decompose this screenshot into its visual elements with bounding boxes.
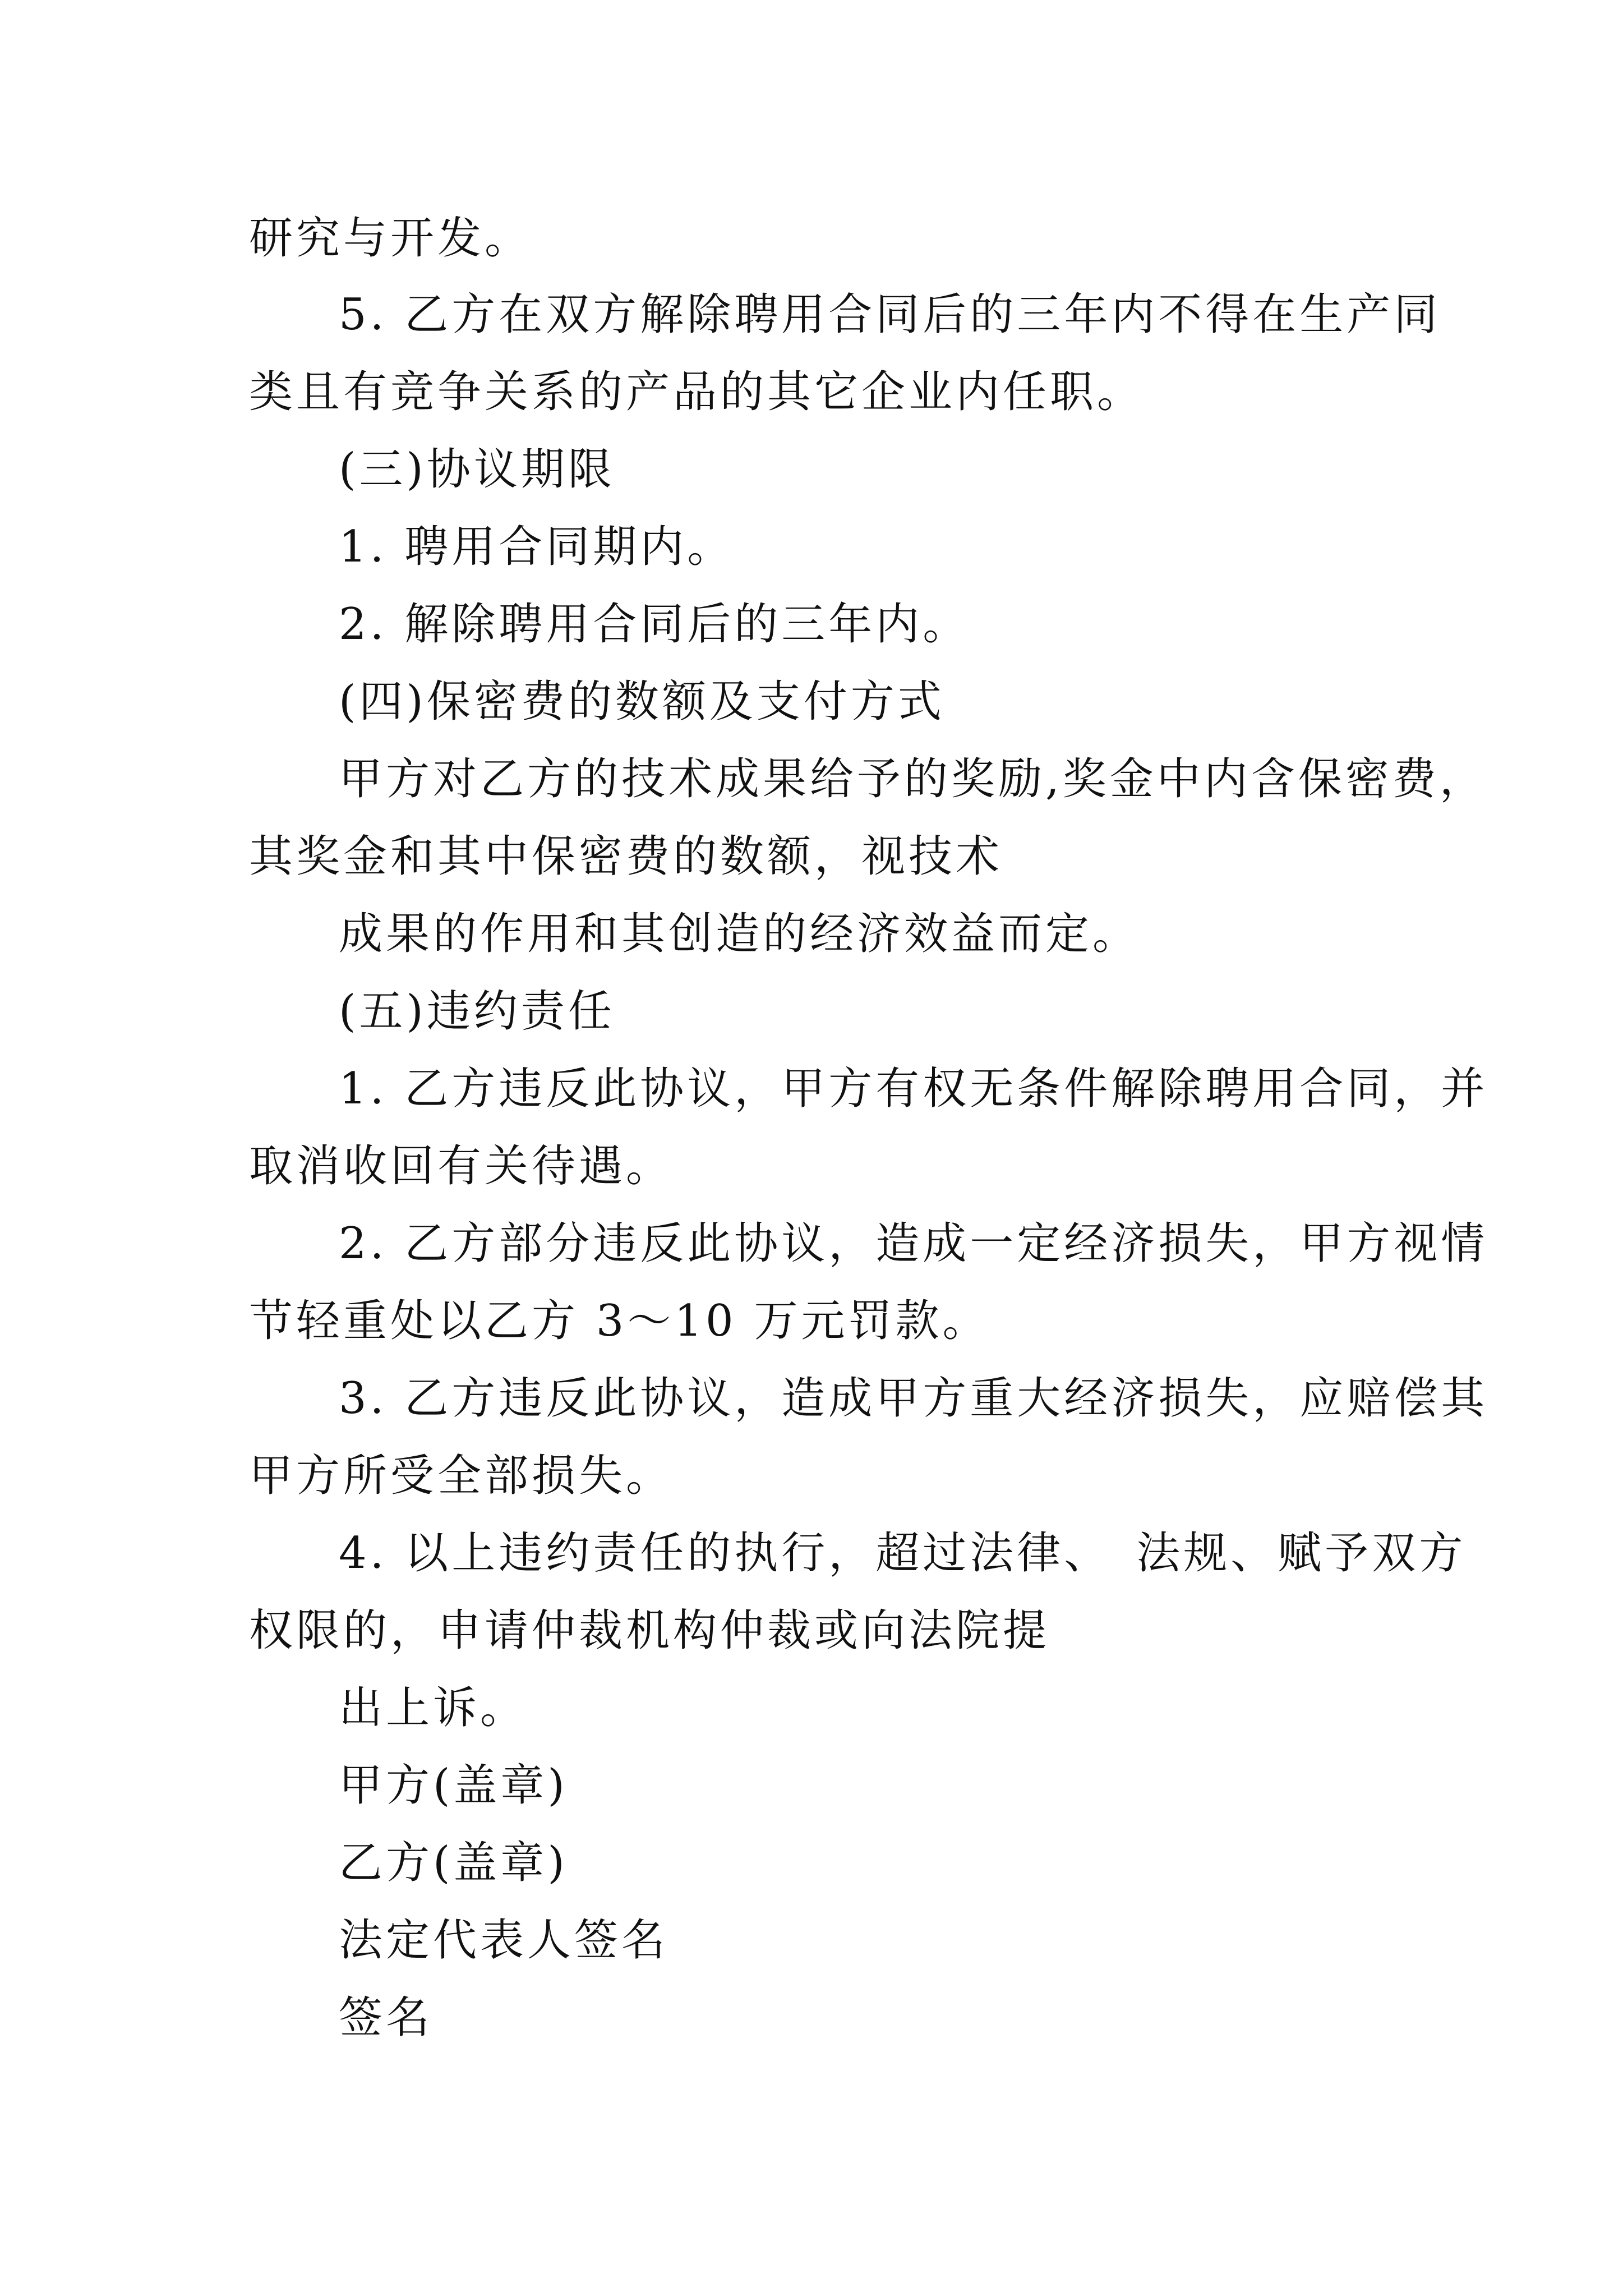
text-line: 其奖金和其中保密费的数额，视技术 [249, 831, 1003, 882]
text-line: 出上诉。 [339, 1683, 528, 1733]
signature-party-a: 甲方(盖章) [339, 1760, 568, 1811]
section-heading: (三)协议期限 [339, 444, 615, 495]
signature-label: 签名 [339, 1993, 434, 2043]
text-line: 权限的，申请仲裁机构仲裁或向法院提 [249, 1605, 1050, 1656]
text-line: 2. 解除聘用合同后的三年内。 [339, 599, 970, 650]
text-line: 3. 乙方违反此协议，造成甲方重大经济损失，应赔偿其 [339, 1373, 1488, 1424]
text-line: 5. 乙方在双方解除聘用合同后的三年内不得在生产同 [339, 289, 1441, 340]
text-line: 节轻重处以乙方 3～10 万元罚款。 [249, 1296, 990, 1346]
signature-party-b: 乙方(盖章) [339, 1838, 568, 1888]
text-line: 4. 以上违约责任的执行，超过法律、 法规、赋予双方 [339, 1528, 1467, 1579]
text-line: 1. 聘用合同期内。 [339, 522, 735, 572]
text-line: 成果的作用和其创造的经济效益而定。 [339, 909, 1140, 959]
text-line: 2. 乙方部分违反此协议，造成一定经济损失，甲方视情 [339, 1218, 1488, 1269]
text-line: 1. 乙方违反此协议，甲方有权无条件解除聘用合同，并 [339, 1064, 1488, 1114]
text-line: 甲方对乙方的技术成果给予的奖励,奖金中内含保密费， [339, 754, 1487, 804]
text-line: 类且有竞争关系的产品的其它企业内任职。 [249, 367, 1145, 417]
legal-representative-signature: 法定代表人签名 [339, 1915, 669, 1966]
text-line: 甲方所受全部损失。 [249, 1451, 674, 1501]
section-heading: (五)违约责任 [339, 986, 615, 1037]
section-heading: (四)保密费的数额及支付方式 [339, 677, 945, 727]
text-line: 研究与开发。 [249, 213, 532, 264]
text-line: 取消收回有关待遇。 [249, 1141, 674, 1191]
